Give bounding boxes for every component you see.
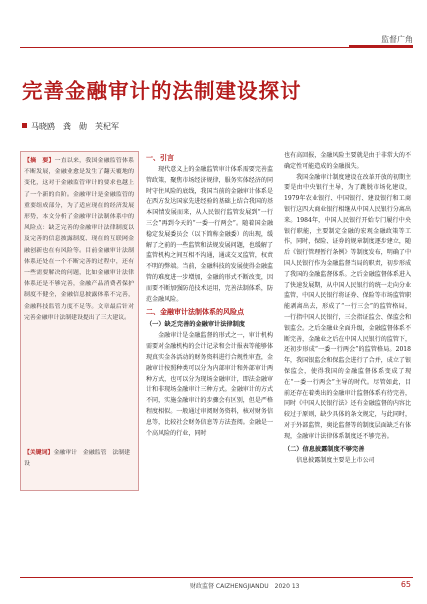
- heading-intro: 一、引言: [146, 154, 174, 162]
- paragraph-risk-1: 金融审计是金融监督的形式之一，审计机构需要对金融机构的会计记录和会计报表等能够体现真实金各活动的财务资料进行合规性审查，金融审计按照种类可以分为内部审计和外部审计两种方式，也可以分为现场金融审计，即法金融审计和非现场金融审计三种方式。金融审计的方式不同，实施金融审计的步骤会有区别，但是严格程度相似。一般通过审阅财务资料，核对财务信息等，比较社会财务信息等方法查阅。金融是一个高风险的行业，同时: [146, 332, 273, 437]
- abstract: [24, 156, 134, 324]
- keywords-text: 金融审计 金融监管 法制建设: [24, 450, 131, 468]
- paragraph-continued: 也有高回报，金融风险主要就是由于非常大的不确定性可能造成的金融损失。: [284, 152, 411, 170]
- keywords-label: 【关键词】: [24, 450, 54, 456]
- subheading-info: （二）信息披露制度不够完善: [284, 445, 365, 453]
- article-title: 完善金融审计的法制建设探讨: [22, 79, 302, 103]
- article-authors: [22, 121, 119, 132]
- subheading-risk-1: （一）缺乏完善的金融审计法律制度: [146, 321, 245, 329]
- column-middle: [146, 151, 273, 439]
- abstract-label: 【摘 要】: [24, 158, 55, 164]
- footer-journal: 财政监督 CAIZHENGJIANDU 2020 13: [190, 583, 300, 590]
- column-right: [284, 151, 411, 466]
- authors-text: 马晓鸥 龚 勋 芙杞军: [31, 122, 119, 131]
- paragraph-history: 我国金融审计制度建设在改革开放的初期主要是由中央银行主导，为了跳脱市场化建设，1979年农业银行、中国银行、建设银行和工商银行这四大商业银行相继从中国人民银行分离出来。1984年，中国人民银行开始专门履行中央银行职能，主要制定金融的宏观金融政策等工作，同时，保险、证券的规章制度逐步建立，随后《银行管理暂行条例》等制度发布，明确了中国人民银行作为金融监督当局的职责，初步形成了我国的金融监督体系。之后金融监督体系进入了快速发展期，从中国人民银行的统一走向分业监管，中国人民银行将证券、保险等市场监管职能剥离出去，形成了“一行三会”的监管格局，一行指中国人民银行，三会指证监会、保监会和银监会。之后金融业全面升级，金融监督体系不断完善，金融业之后在中国人民银行的监管下，还初步形成“一委一行两会”的监管格局。2018年，我国银监会和保监会进行了合并，成立了银保监会，使得我国的金融监督体系变成了现在“一委一行两会”主导的时代。尽管如此，目前还存在着类出的金融审计监督体系有待完善，同时《中国人民银行法》还有金融监督的内容比较过于原则，缺少具体的条文规定，与此同时，对于外部监管，奥论监督等的制度层面缺乏有体现，金融审计法律体系制度还不够完善。: [284, 173, 411, 440]
- paragraph-intro: 现代意义上的金融监管审计体系需要完善监管政策，聚焦市场经济规律，服务实体经济的同时守住风险的底线，我国当前的金融审计体系是在西方发达国家先进经验的基础上结合我国的基本国情发展而来，从人民银行监管发展到“一行三会”再到今天的“一委一行两会”。随着国金融稳定发展委员会（以下简称金融委）的出现，缓解了之前的一些监管和法规发展问题，也缓解了监管机构之间互相不沟通，通或交叉监管，权责不明的弊端。当前，金融科技的发展使得金融监管的难度进一步增加，金融的形式不断改变，因而要不断加强防范技术运用，完善法制体系，防范金融风险。: [146, 166, 273, 303]
- keywords: [24, 448, 134, 470]
- heading-risk: 二、金融审计法制体系的风险点: [146, 308, 244, 317]
- page-number: 65: [400, 580, 411, 589]
- footer-divider: [20, 577, 413, 578]
- header-accent-bar: [349, 45, 413, 48]
- paragraph-info: 信息披露制度主要是上市公司: [296, 456, 375, 464]
- abstract-text: 一直以来，我国金融监管体系不断发展，金融业愈是发生了翻天覆地的变化，这对于金融监管审计的要求也越上了一个新的台阶。金融审计是金融监管的重要组成部分，为了适应现在的经济发展形势，本文分析了金融审计法制体系中的风险点：缺乏完善的金融审计法律制度以及完善的信息披露制度、现在的互联网金融创新也在有风险等。目前金融审计法制体系还处在一个不断完善的过程中，还有一些需要解决的问题，比如金融审计法律体系还是不够完善，金融产品消费者保护制度不健全，金融信息披露体系不完善，金融科技监管力度不足等。文章最后针对完善金融审计法制建设提出了三大建议。: [24, 158, 135, 321]
- section-tag: 监督广角: [381, 35, 413, 44]
- bullet-square-icon: [22, 123, 27, 128]
